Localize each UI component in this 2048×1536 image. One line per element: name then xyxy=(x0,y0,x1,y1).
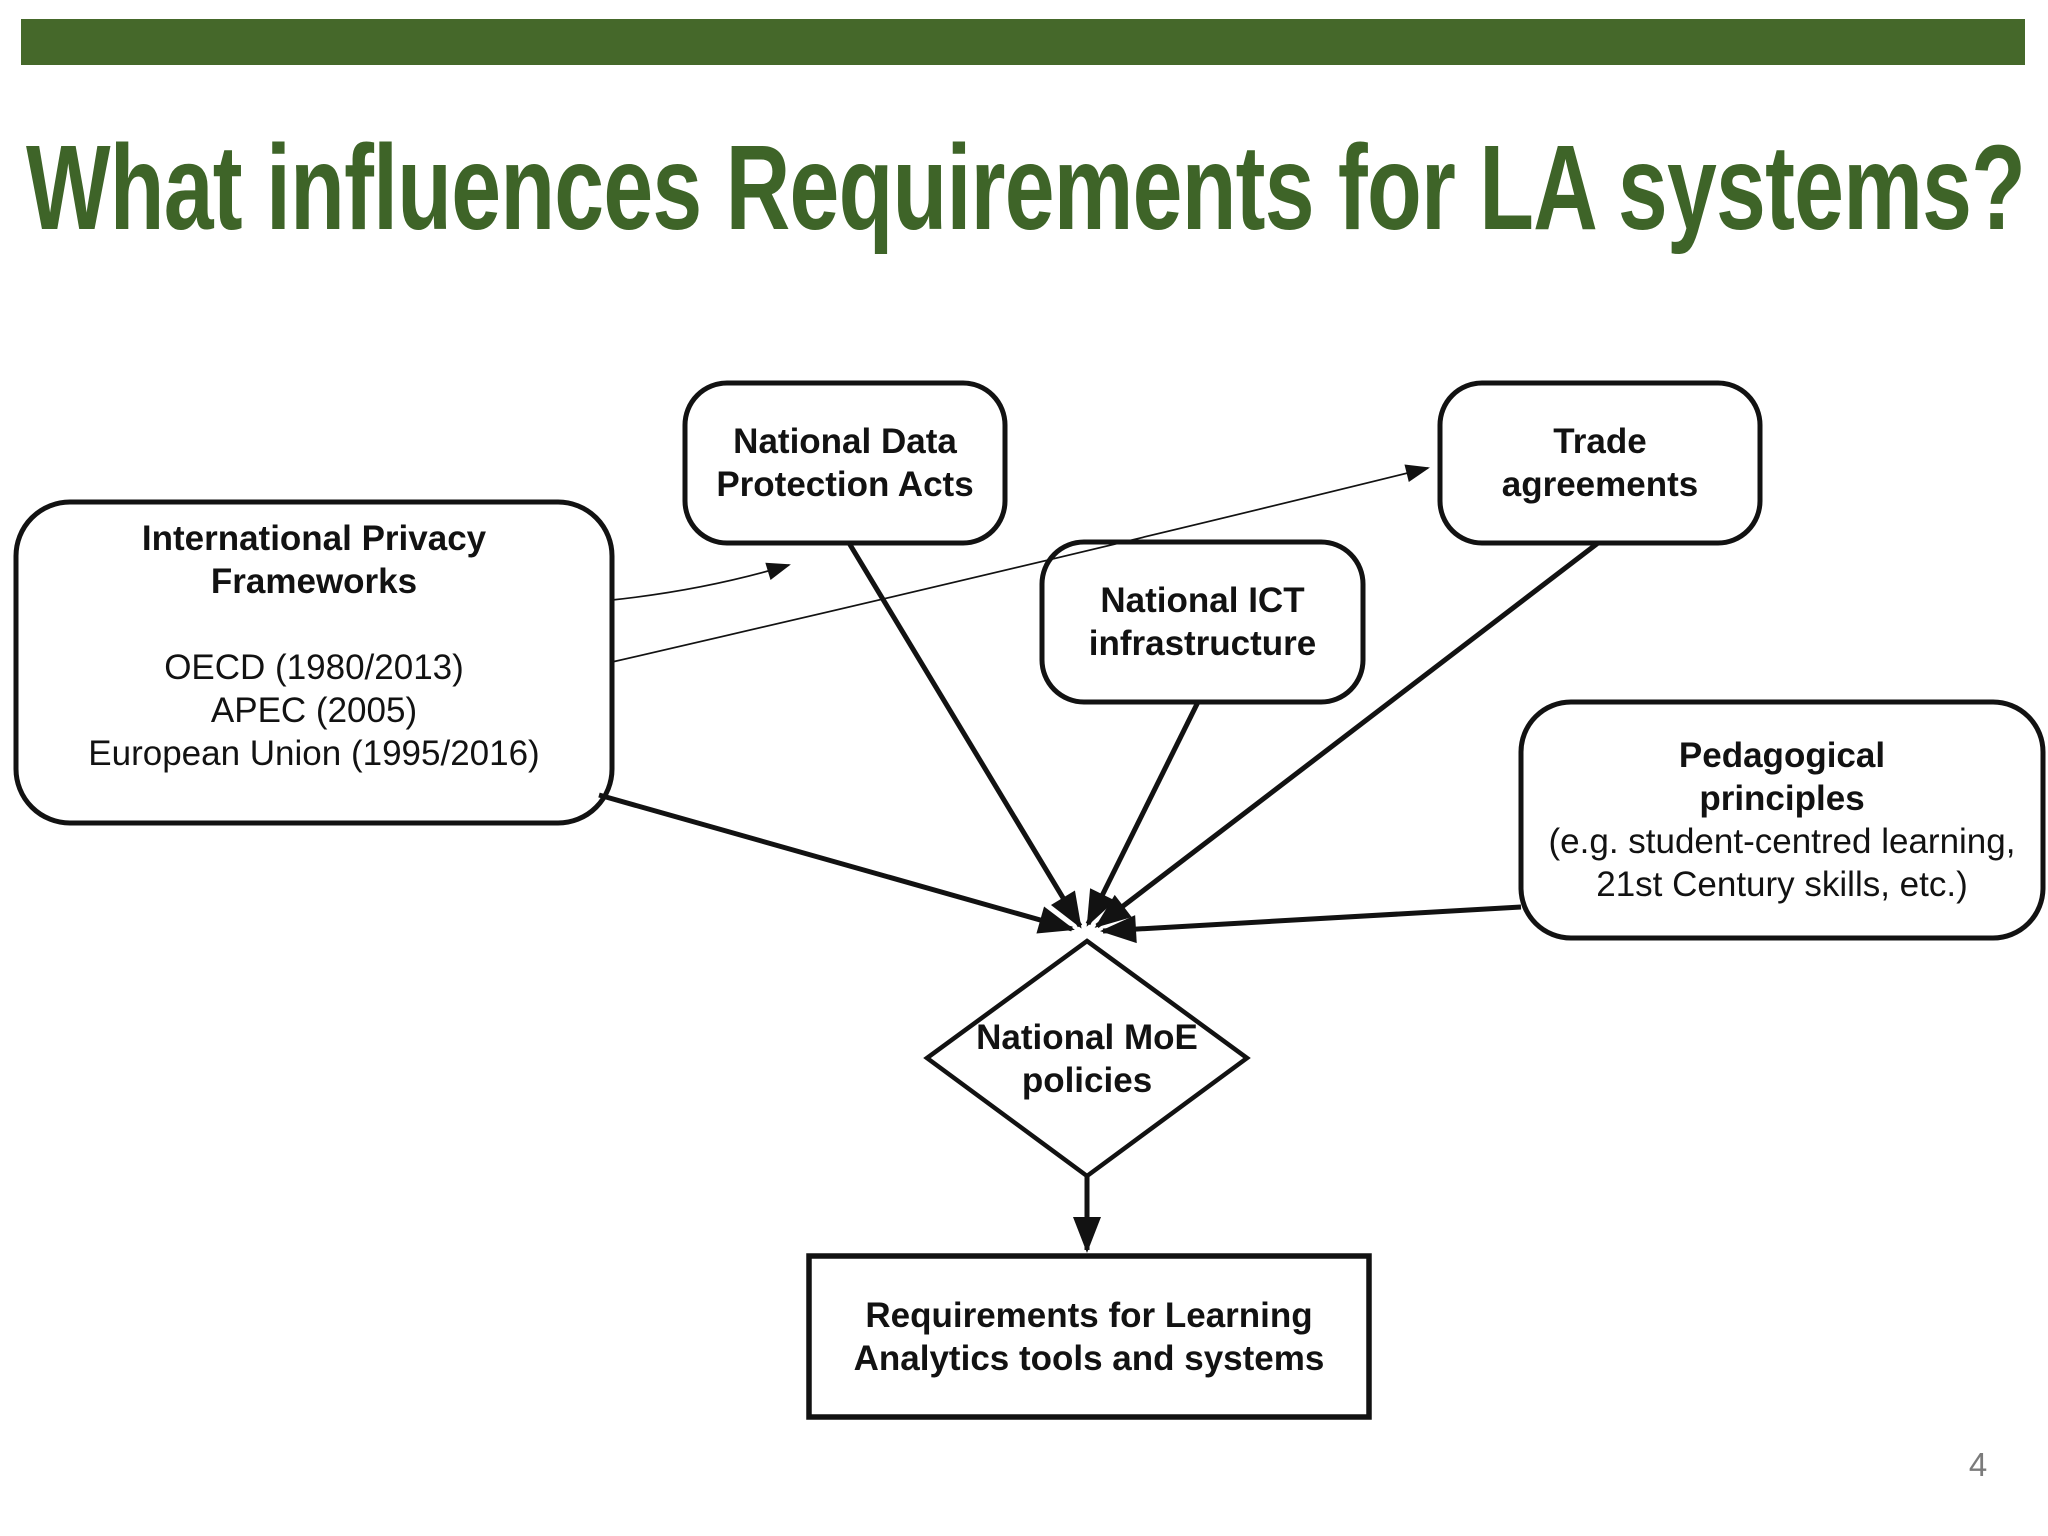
node-national-ict-infrastructure-label: National ICT infrastructure xyxy=(1088,581,1317,663)
node-international-privacy-frameworks-label: International Privacy Frameworks OECD (1980/2013) APEC (2005) European Union (1995/2016) xyxy=(88,518,540,773)
node-requirements-label: Requirements for Learning Analytics tools and systems xyxy=(853,1295,1325,1378)
page-number: 4 xyxy=(1968,1446,1988,1483)
node-national-data-protection-acts-label: National Data Protection Acts xyxy=(716,422,974,504)
node-pedagogical-principles-label: Pedagogical principles (e.g. student-centred learning, 21st Century skills, etc.) xyxy=(1548,736,2016,904)
node-national-moe-policies-label: National MoE policies xyxy=(976,1017,1198,1100)
connector-privacy-to-moe xyxy=(599,795,1072,929)
connector-privacy-to-data-protection xyxy=(612,565,789,600)
connector-pedagogical-to-moe xyxy=(1103,907,1521,931)
node-trade-agreements-label: Trade agreements xyxy=(1501,422,1699,504)
slide-title: What influences Requirements for LA systems? xyxy=(26,119,2026,255)
